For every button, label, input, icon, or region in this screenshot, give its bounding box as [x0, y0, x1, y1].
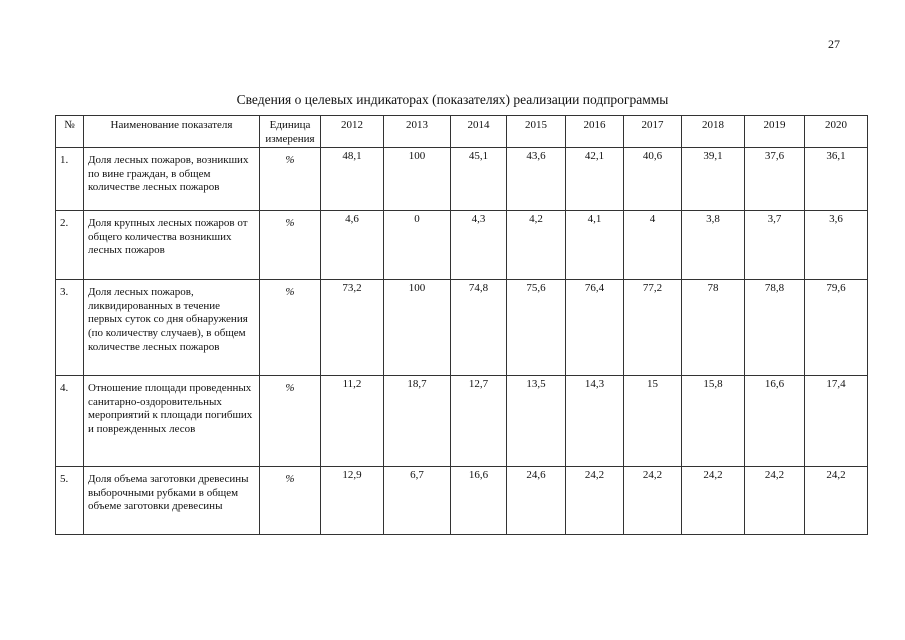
value-cell: 36,1 [805, 148, 868, 211]
value-cell: 37,6 [745, 148, 805, 211]
table-row [56, 211, 868, 280]
header-name: Наименование показателя [84, 116, 260, 148]
value-cell: 45,1 [451, 148, 507, 211]
value-cell: 13,5 [507, 376, 566, 467]
value-cell: 100 [384, 280, 451, 376]
value-cell: 11,2 [321, 376, 384, 467]
value-cell: 76,4 [566, 280, 624, 376]
indicator-name: Доля лесных пожаров, ликвидированных в течение первых суток со дня обнаружения (по количеству случаев), в общем количестве лесных пожаров [84, 280, 260, 376]
document-title: Сведения о целевых индикаторах (показателях) реализации подпрограммы [236, 92, 669, 107]
row-number: 2. [56, 211, 84, 280]
value-cell: 24,2 [745, 467, 805, 535]
value-cell: 100 [384, 148, 451, 211]
header-year: 2012 [321, 116, 384, 148]
row-number: 1. [56, 148, 84, 211]
value-cell: 78,8 [745, 280, 805, 376]
value-cell: 78 [682, 280, 745, 376]
header-year: 2016 [566, 116, 624, 148]
header-num: № [56, 116, 84, 148]
value-cell: 4,3 [451, 211, 507, 280]
unit-cell: % [260, 148, 321, 211]
value-cell: 17,4 [805, 376, 868, 467]
header-year: 2017 [624, 116, 682, 148]
unit-cell: % [260, 467, 321, 535]
table-body [56, 148, 868, 535]
value-cell: 4,6 [321, 211, 384, 280]
table-row [56, 376, 868, 467]
value-cell: 39,1 [682, 148, 745, 211]
value-cell: 75,6 [507, 280, 566, 376]
header-row [56, 116, 868, 148]
value-cell: 3,8 [682, 211, 745, 280]
value-cell: 15,8 [682, 376, 745, 467]
table-header [56, 116, 868, 148]
header-year: 2013 [384, 116, 451, 148]
value-cell: 24,6 [507, 467, 566, 535]
header-year: 2018 [682, 116, 745, 148]
value-cell: 18,7 [384, 376, 451, 467]
indicator-name: Доля объема заготовки древесины выборочными рубками в общем объеме заготовки древесины [84, 467, 260, 535]
value-cell: 24,2 [566, 467, 624, 535]
value-cell: 77,2 [624, 280, 682, 376]
header-unit: Единица измерения [260, 116, 321, 148]
value-cell: 73,2 [321, 280, 384, 376]
value-cell: 4,1 [566, 211, 624, 280]
table-row [56, 280, 868, 376]
value-cell: 12,9 [321, 467, 384, 535]
header-year: 2020 [805, 116, 868, 148]
row-number: 5. [56, 467, 84, 535]
indicator-name: Доля крупных лесных пожаров от общего количества возникших лесных пожаров [84, 211, 260, 280]
value-cell: 43,6 [507, 148, 566, 211]
value-cell: 42,1 [566, 148, 624, 211]
value-cell: 12,7 [451, 376, 507, 467]
value-cell: 24,2 [805, 467, 868, 535]
value-cell: 4 [624, 211, 682, 280]
page-number: 27 [828, 37, 840, 51]
unit-cell: % [260, 211, 321, 280]
value-cell: 14,3 [566, 376, 624, 467]
indicators-table [55, 115, 868, 535]
value-cell: 24,2 [624, 467, 682, 535]
header-year: 2014 [451, 116, 507, 148]
value-cell: 16,6 [451, 467, 507, 535]
table-row [56, 467, 868, 535]
value-cell: 0 [384, 211, 451, 280]
row-number: 4. [56, 376, 84, 467]
value-cell: 4,2 [507, 211, 566, 280]
value-cell: 16,6 [745, 376, 805, 467]
indicator-name: Отношение площади проведенных санитарно-оздоровительных мероприятий к площади погибших и поврежденных лесов [84, 376, 260, 467]
value-cell: 79,6 [805, 280, 868, 376]
unit-cell: % [260, 280, 321, 376]
value-cell: 3,7 [745, 211, 805, 280]
row-number: 3. [56, 280, 84, 376]
unit-cell: % [260, 376, 321, 467]
value-cell: 40,6 [624, 148, 682, 211]
table-row [56, 148, 868, 211]
value-cell: 48,1 [321, 148, 384, 211]
value-cell: 74,8 [451, 280, 507, 376]
value-cell: 15 [624, 376, 682, 467]
header-year: 2015 [507, 116, 566, 148]
value-cell: 6,7 [384, 467, 451, 535]
value-cell: 24,2 [682, 467, 745, 535]
value-cell: 3,6 [805, 211, 868, 280]
indicator-name: Доля лесных пожаров, возникших по вине граждан, в общем количестве лесных пожаров [84, 148, 260, 211]
header-year: 2019 [745, 116, 805, 148]
